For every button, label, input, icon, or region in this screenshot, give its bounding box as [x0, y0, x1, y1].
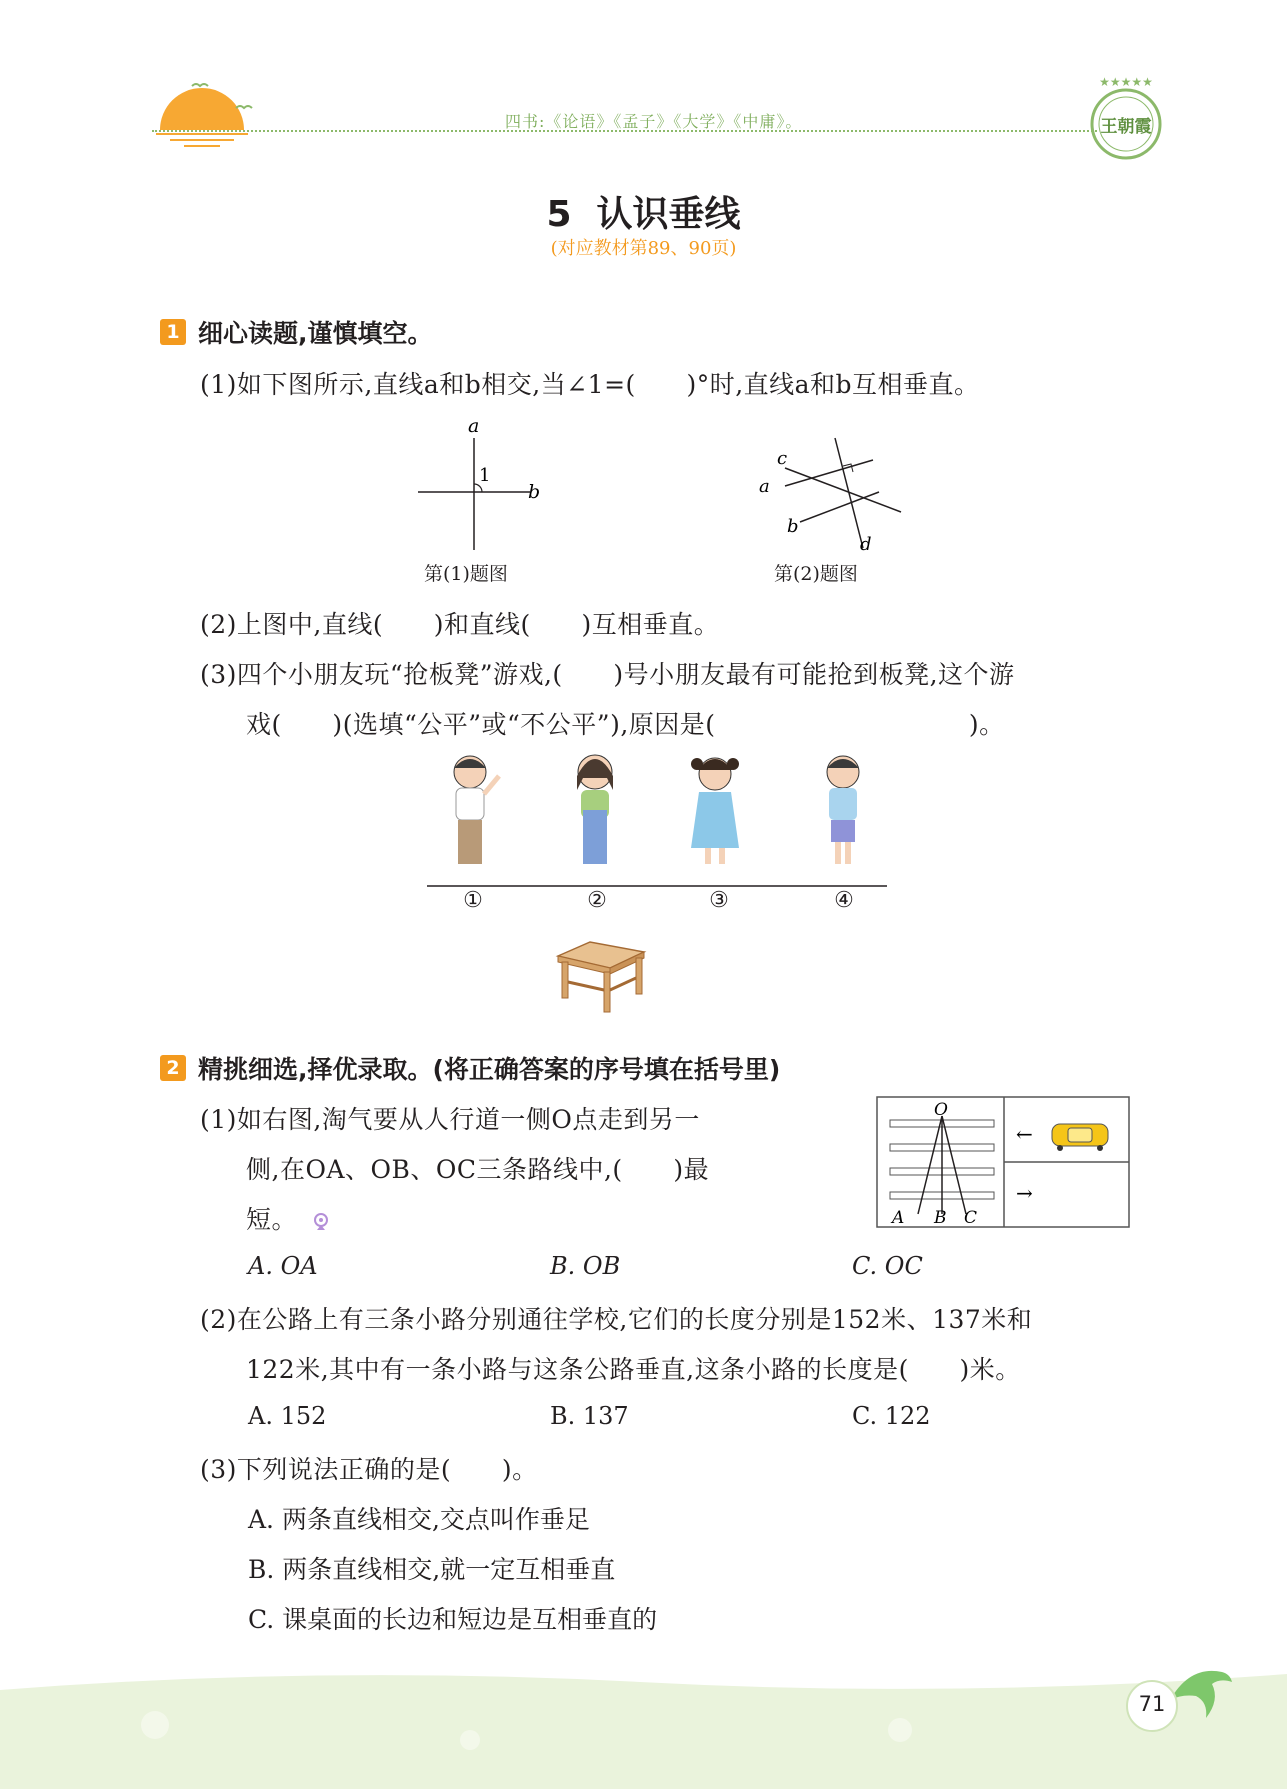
kid-4 — [827, 756, 859, 864]
s2-q3-option-a: A. 两条直线相交,交点叫作垂足 — [248, 1505, 590, 1534]
stool-illustration — [550, 938, 650, 1018]
s1-q3-line2: 戏( )(选填“公平”或“不公平”),原因是( )。 — [246, 710, 1005, 739]
s2-q1-line2: 侧,在OA、OB、OC三条路线中,( )最 — [246, 1155, 710, 1184]
road-diagram — [876, 1096, 1130, 1228]
s2-q3-option-c: C. 课桌面的长边和短边是互相垂直的 — [248, 1605, 658, 1634]
s2-q2-line1: (2)在公路上有三条小路分别通往学校,它们的长度分别是152米、137米和 — [200, 1305, 1033, 1334]
kid-number-4: ④ — [834, 888, 854, 913]
s2-q1-option-b: B. OB — [550, 1252, 621, 1280]
section1-heading-text: 细心读题,谨慎填空。 — [198, 319, 433, 348]
logo-text: 王朝霞 — [1100, 117, 1152, 137]
figure2-diagram — [755, 430, 915, 558]
page-title: 5 认识垂线 — [546, 194, 741, 235]
section2-heading-text: 精挑细选,择优录取。(将正确答案的序号填在括号里) — [198, 1055, 781, 1084]
kid-number-2: ② — [587, 888, 607, 913]
kid-1 — [454, 756, 499, 864]
svg-text:★★★★★: ★★★★★ — [1099, 76, 1153, 89]
page-subtitle: (对应教材第89、90页) — [550, 238, 737, 259]
s2-q1-option-a: A. OA — [248, 1252, 318, 1280]
road-label-o: O — [934, 1100, 948, 1120]
fig1-label-angle: 1 — [479, 465, 491, 486]
road-label-b: B — [934, 1208, 947, 1228]
s1-q2: (2)上图中,直线( )和直线( )互相垂直。 — [200, 610, 720, 639]
section1-heading — [160, 314, 433, 350]
kid-3 — [691, 758, 739, 864]
s2-q1-option-c: C. OC — [852, 1252, 923, 1280]
s2-q3: (3)下列说法正确的是( )。 — [200, 1455, 538, 1484]
fig1-label-b: b — [528, 481, 541, 503]
s2-q1-line3 — [246, 1200, 331, 1236]
header — [0, 0, 1287, 160]
kid-number-3: ③ — [709, 888, 729, 913]
sunset-icon — [150, 78, 260, 153]
s2-q2-option-b: B. 137 — [550, 1402, 629, 1430]
s2-q1-line1: (1)如右图,淘气要从人行道一侧O点走到另一 — [200, 1105, 700, 1134]
s2-q1-line3-text: 短。 — [246, 1205, 298, 1234]
fig2-label-a: a — [759, 476, 770, 497]
road-arrow-left: ← — [1016, 1122, 1033, 1146]
fig2-label-c: c — [777, 448, 788, 469]
kids-illustration — [425, 750, 895, 890]
s2-q3-option-b: B. 两条直线相交,就一定互相垂直 — [248, 1555, 616, 1584]
figure1-diagram — [410, 418, 550, 553]
section1-badge: 1 — [160, 319, 186, 345]
s2-q2-line2: 122米,其中有一条小路与这条公路垂直,这条小路的长度是( )米。 — [246, 1355, 1021, 1384]
fig1-label-a: a — [468, 418, 480, 437]
fig1-caption: 第(1)题图 — [424, 563, 508, 585]
header-banner: 四书:《论语》《孟子》《大学》《中庸》。 — [505, 112, 803, 131]
road-label-a: A — [892, 1208, 905, 1228]
fig2-caption: 第(2)题图 — [774, 563, 858, 585]
road-label-c: C — [964, 1208, 978, 1228]
road-arrow-right: → — [1016, 1181, 1033, 1205]
fig2-label-b: b — [787, 516, 799, 537]
kid-number-1: ① — [463, 888, 483, 913]
section2-badge: 2 — [160, 1055, 186, 1081]
kid-2 — [577, 755, 613, 864]
fig2-label-d: d — [860, 534, 872, 555]
s1-q3-line1: (3)四个小朋友玩“抢板凳”游戏,( )号小朋友最有可能抢到板凳,这个游 — [200, 660, 1015, 689]
s2-q2-option-a: A. 152 — [248, 1402, 327, 1430]
s1-q1: (1)如下图所示,直线a和b相交,当∠1=( )°时,直线a和b互相垂直。 — [200, 370, 980, 399]
logo-seal — [1084, 76, 1168, 168]
s2-q2-option-c: C. 122 — [852, 1402, 931, 1430]
page-number: 71 — [1138, 1692, 1166, 1716]
audio-icon[interactable] — [311, 1212, 331, 1232]
section2-heading — [160, 1050, 780, 1086]
footer-background — [0, 1660, 1287, 1789]
